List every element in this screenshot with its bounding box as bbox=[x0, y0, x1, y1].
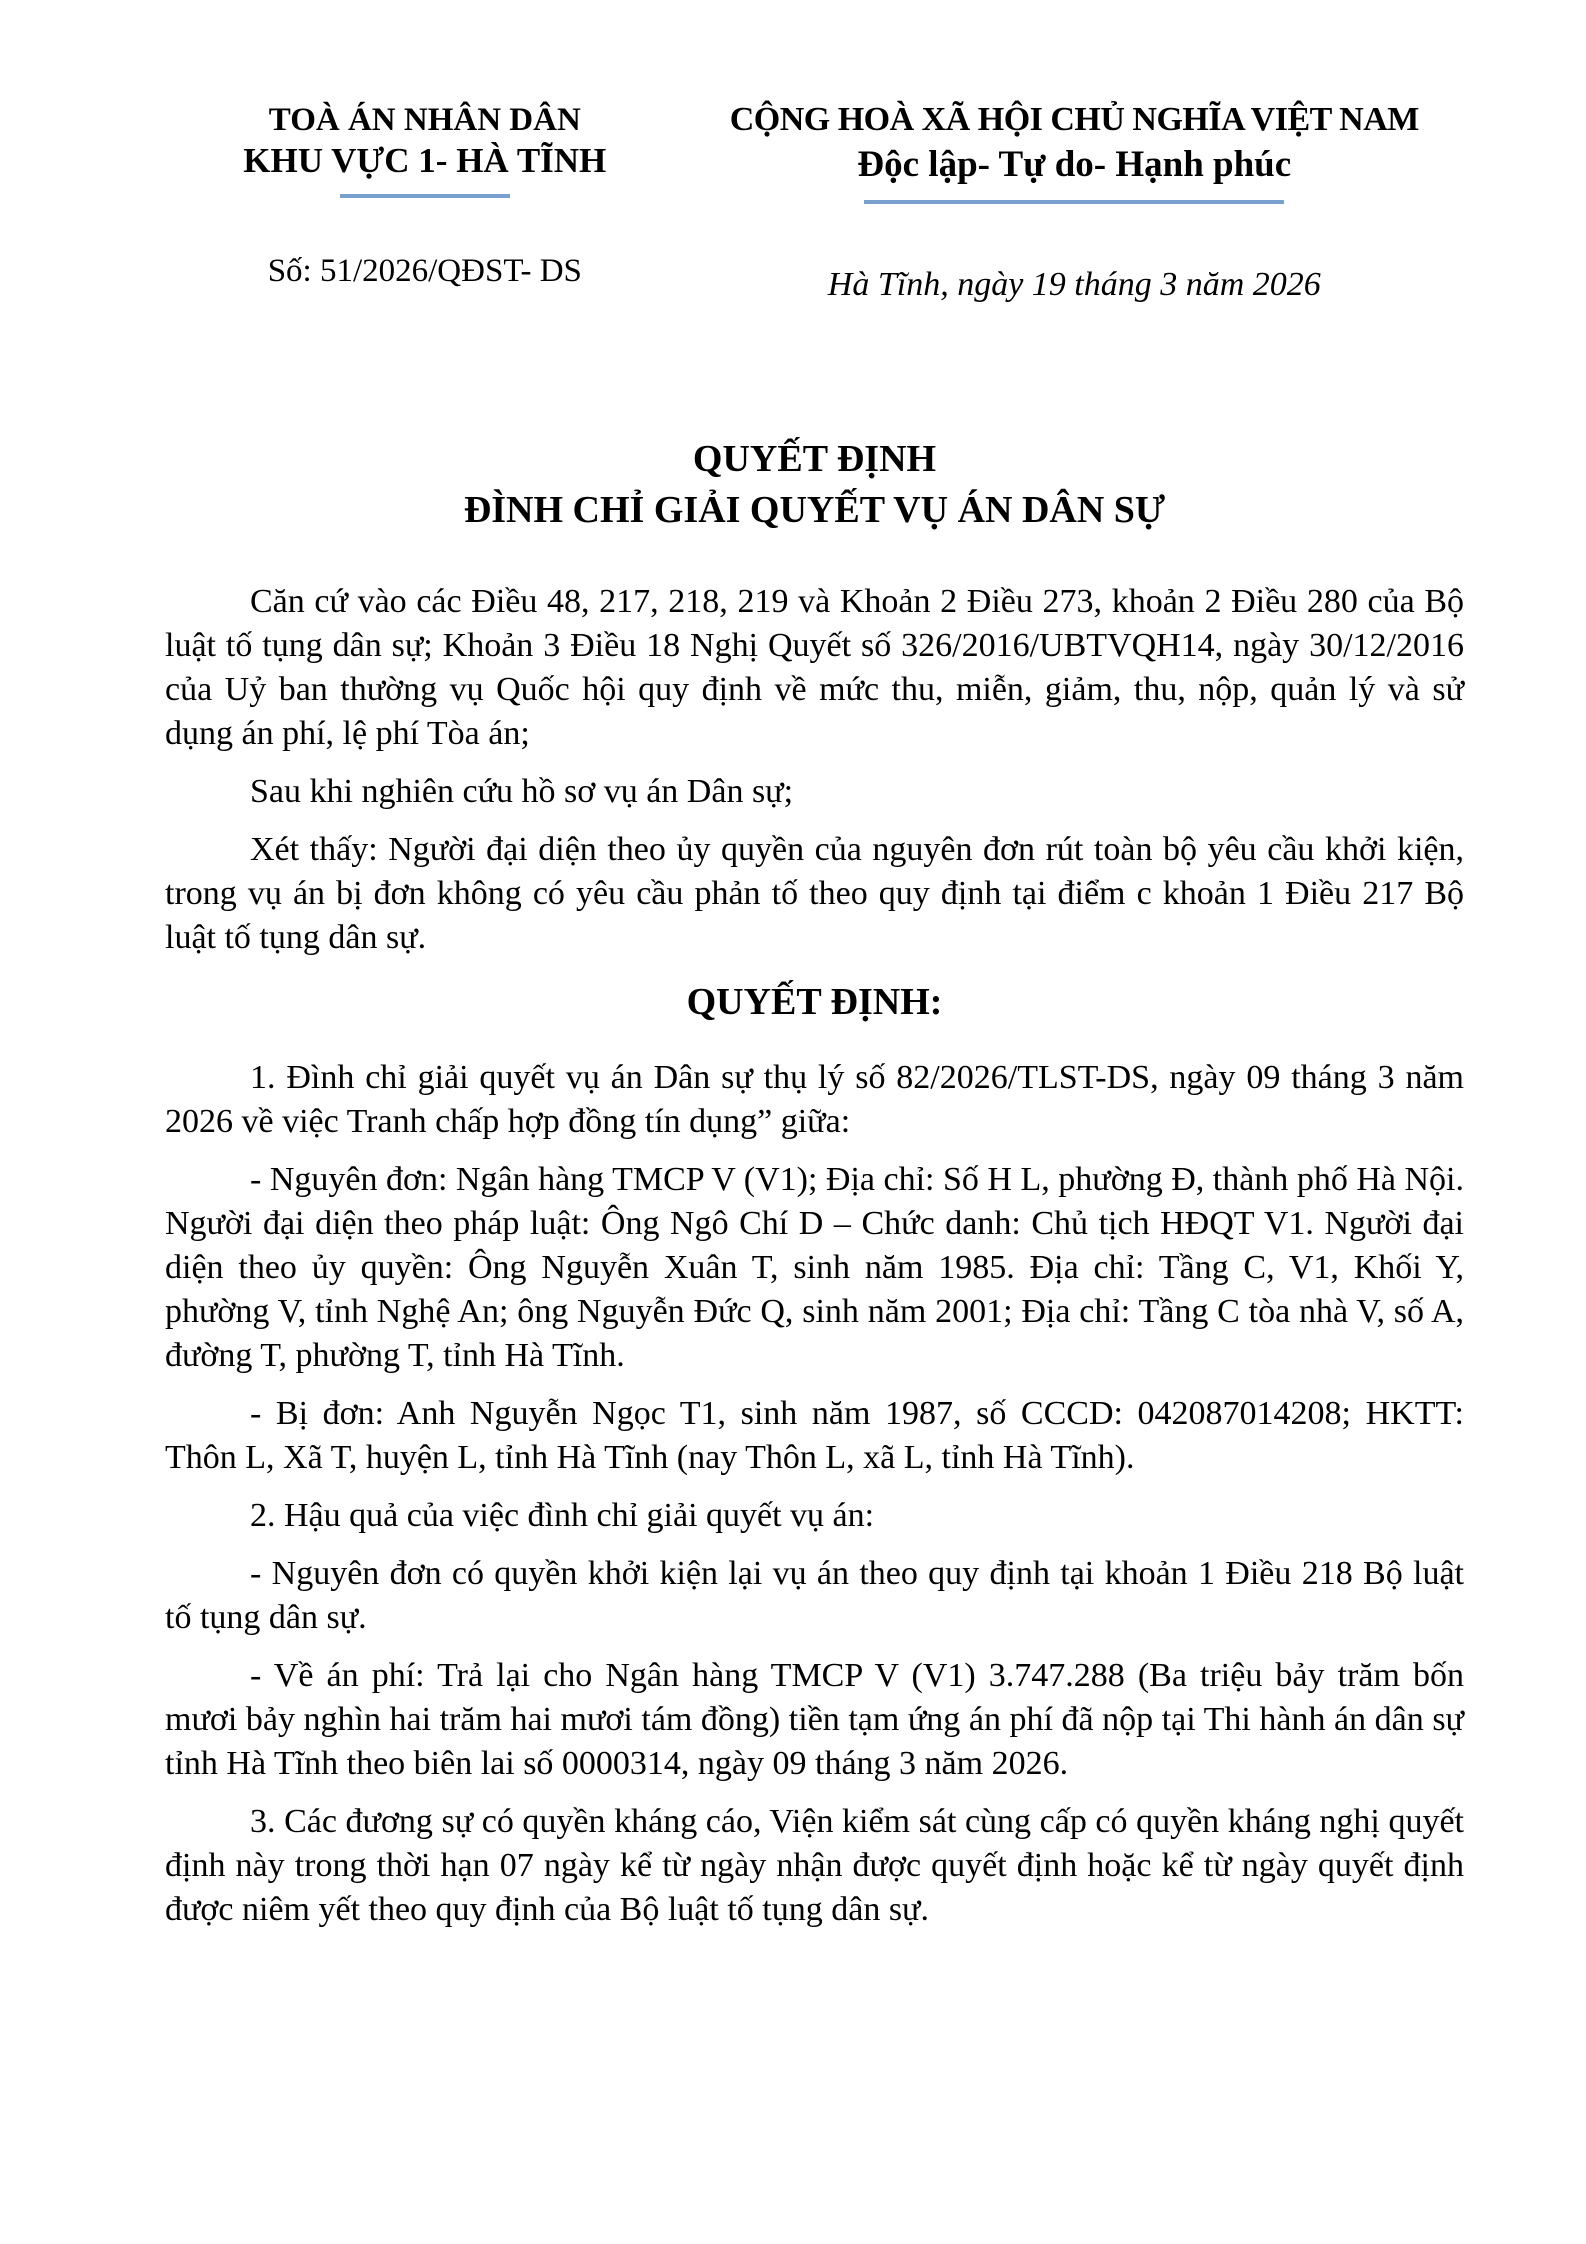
decision-heading: QUYẾT ĐỊNH: bbox=[686, 981, 943, 1023]
preamble-paragraph: Xét thấy: Người đại diện theo ủy quyền của nguyên đơn rút toàn bộ yêu cầu khởi kiện, trong vụ án bị đơn không có yêu cầu phản tố theo quy định tại điểm c khoản 1 Điều 217 Bộ luật tố tụng dân sự. bbox=[165, 831, 1464, 956]
court-header-rule bbox=[340, 194, 510, 198]
title-line1: QUYẾT ĐỊNH bbox=[692, 438, 937, 480]
court-name-line2: KHU VỰC 1- HÀ TĨNH bbox=[243, 141, 607, 180]
decision-paragraph: 2. Hậu quả của việc đình chỉ giải quyết vụ án: bbox=[250, 1497, 875, 1534]
preamble-paragraph: Sau khi nghiên cứu hồ sơ vụ án Dân sự; bbox=[250, 773, 794, 810]
decision-paragraph: - Nguyên đơn: Ngân hàng TMCP V (V1); Địa chỉ: Số H L, phường Đ, thành phố Hà Nội. Người đại diện theo pháp luật: Ông Ngô Chí D – Chức danh: Chủ tịch HĐQT V1. Người đại diện theo ủy quyền: Ông Nguyễn Xuân T, sinh năm 1985. Địa chỉ: Tầng C, V1, Khối Y, phường V, tỉnh Nghệ An; ông Nguyễn Đức Q, sinh năm 2001; Địa chỉ: Tầng C tòa nhà V, số A, đường T, phường T, tỉnh Hà Tĩnh. bbox=[165, 1161, 1464, 1374]
court-name-line1: TOÀ ÁN NHÂN DÂN bbox=[268, 102, 581, 138]
decision-paragraph: 1. Đình chỉ giải quyết vụ án Dân sự thụ lý số 82/2026/TLST-DS, ngày 09 tháng 3 năm 2026 về việc Tranh chấp hợp đồng tín dụng” giữa: bbox=[165, 1059, 1464, 1140]
national-title: CỘNG HOÀ XÃ HỘI CHỦ NGHĨA VIỆT NAM bbox=[729, 101, 1419, 138]
motto-rule bbox=[864, 200, 1284, 204]
document-title bbox=[165, 434, 1464, 536]
decision-paragraph: - Bị đơn: Anh Nguyễn Ngọc T1, sinh năm 1987, số CCCD: 042087014208; HKTT: Thôn L, Xã T, huyện L, tỉnh Hà Tĩnh (nay Thôn L, xã L, tỉnh Hà Tĩnh). bbox=[165, 1395, 1464, 1476]
document-header bbox=[165, 100, 1464, 306]
national-motto-block bbox=[685, 100, 1464, 306]
decision-paragraph: 3. Các đương sự có quyền kháng cáo, Viện kiểm sát cùng cấp có quyền kháng nghị quyết định này trong thời hạn 07 ngày kể từ ngày nhận được quyết định hoặc kể từ ngày quyết định được niêm yết theo quy định của Bộ luật tố tụng dân sự. bbox=[165, 1803, 1464, 1928]
decision-paragraph: - Nguyên đơn có quyền khởi kiện lại vụ án theo quy định tại khoản 1 Điều 218 Bộ luật tố tụng dân sự. bbox=[165, 1555, 1464, 1636]
decision-paragraph: - Về án phí: Trả lại cho Ngân hàng TMCP V (V1) 3.747.288 (Ba triệu bảy trăm bốn mươi bảy nghìn hai trăm hai mươi tám đồng) tiền tạm ứng án phí đã nộp tại Thi hành án dân sự tỉnh Hà Tĩnh theo biên lai số 0000314, ngày 09 tháng 3 năm 2026. bbox=[165, 1657, 1464, 1782]
document-body bbox=[165, 580, 1464, 1932]
preamble-paragraph: Căn cứ vào các Điều 48, 217, 218, 219 và Khoản 2 Điều 273, khoản 2 Điều 280 của Bộ luật tố tụng dân sự; Khoản 3 Điều 18 Nghị Quyết số 326/2016/UBTVQH14, ngày 30/12/2016 của Uỷ ban thường vụ Quốc hội quy định về mức thu, miễn, giảm, thu, nộp, quản lý và sử dụng án phí, lệ phí Tòa án; bbox=[165, 583, 1464, 752]
national-motto: Độc lập- Tự do- Hạnh phúc bbox=[857, 144, 1292, 185]
title-line2: ĐÌNH CHỈ GIẢI QUYẾT VỤ ÁN DÂN SỰ bbox=[463, 489, 1166, 531]
court-header-block bbox=[165, 100, 685, 292]
place-date-line: Hà Tĩnh, ngày 19 tháng 3 năm 2026 bbox=[827, 266, 1321, 303]
document-number: Số: 51/2026/QĐST- DS bbox=[267, 253, 582, 289]
